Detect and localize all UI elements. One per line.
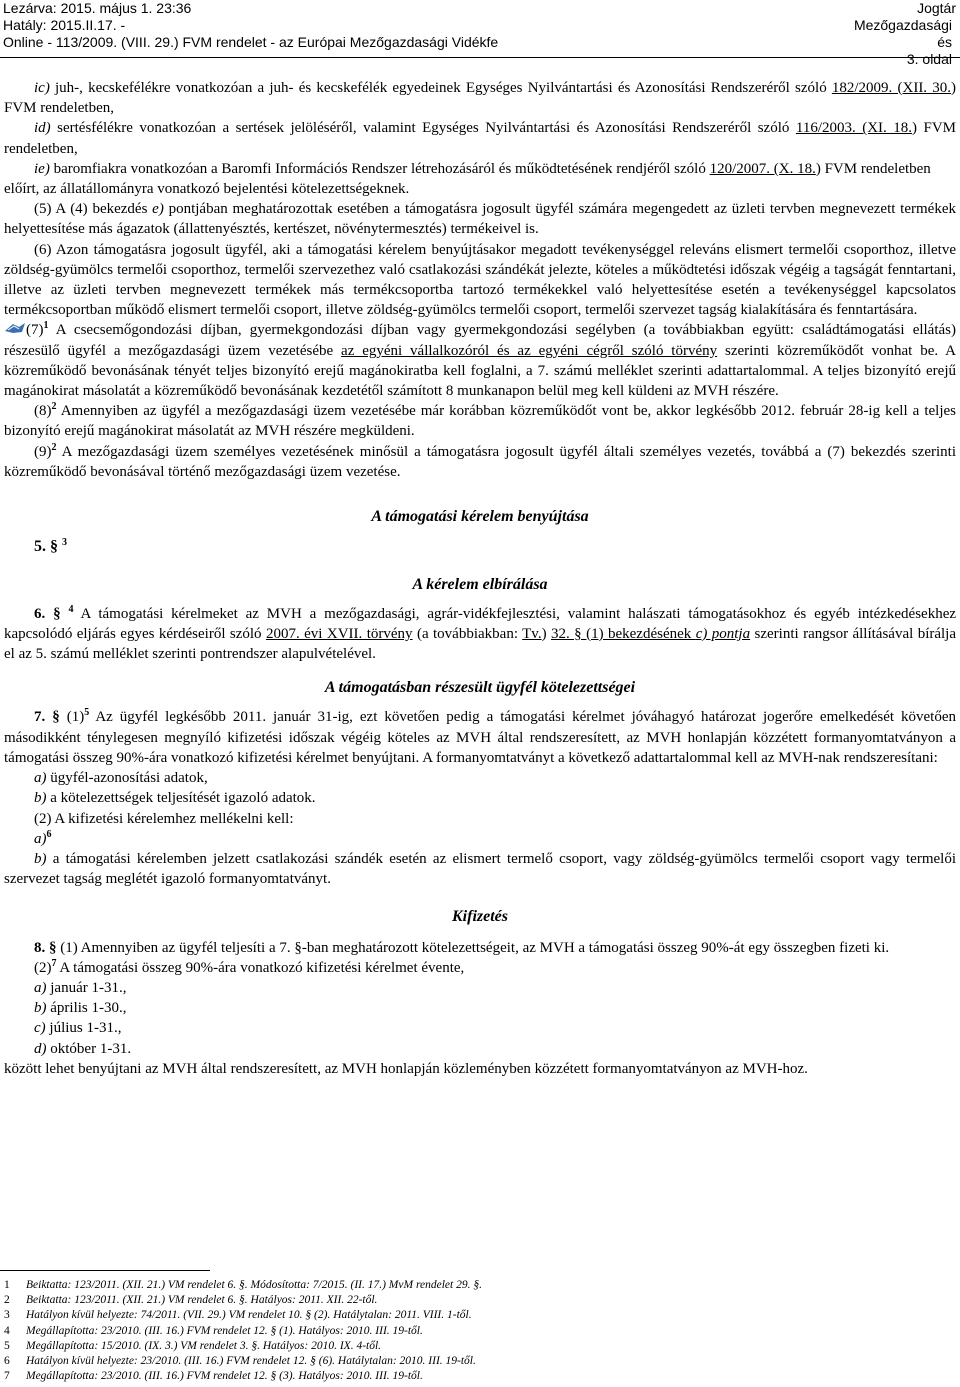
- paragraph-5: (5) A (4) bekezdés e) pontjában meghatározottak esetében a támogatásra jogosult ügyfél számára megengedett az üzleti tervben megnevezett termékek helyettesítése más ágazatok (állattenyésztés, kertészet, növénytermesztés) termékeivel is.: [4, 201, 956, 238]
- section-8: 8. § (1) Amennyiben az ügyfél teljesíti a 7. §-ban meghatározott kötelezettségeit, az MVH a támogatási összeg 90%-át egy összegben fizeti ki.: [34, 939, 890, 956]
- heading-evaluation: A kérelem elbírálása: [412, 576, 548, 594]
- closed-date: Lezárva: 2015. május 1. 23:36: [3, 0, 192, 16]
- link-sole-trader-act[interactable]: az egyéni vállalkozóról és az egyéni cégről szóló törvény: [341, 342, 718, 359]
- prescribed-obligations: előírt, az állatállományra vonatkozó bejelentési kötelezettségeknek.: [4, 181, 410, 198]
- page-number: 3. oldal: [906, 51, 952, 67]
- footnote-5: 5 Megállapította: 15/2010. (IX. 3.) VM rendelet 3. §. Hatályos: 2010. IX. 4-től.: [4, 1339, 382, 1352]
- link-182-2009[interactable]: 182/2009. (XII. 30.: [831, 80, 951, 96]
- footnote-ref-6[interactable]: 6: [46, 828, 52, 840]
- page-header: [0, 0, 960, 67]
- section-5: 5. § $^3$: [34, 537, 67, 556]
- brand-name: Jogtár: [917, 0, 956, 16]
- paragraph-6: (6) Azon támogatásra jogosult ügyfél, aki a támogatási kérelem benyújtásakor megadott tevékenységgel releváns elismert termelői csoporthoz, illetve zöldség-gyümölcs termelői csoporthoz, termelői szervezethez való csatlakozási szándékát jelezte, köteles a működtetési időszak végéig a tagságát fenntartani, illetve az üzleti tervben megnevezett termékek más termékcsoportba tartozó termékekkel való helyettesítése esetén a tevékenységgel kapcsolatos termékcsoportban működő elismert termelői csoport, illetve zöldség-gyümölcs termelői csoport, termelői szervezet tagság kialakítására és fenntartására.: [4, 241, 956, 319]
- footnote-ref-5[interactable]: 5: [84, 707, 90, 719]
- amendment-marker-icon[interactable]: [4, 320, 26, 332]
- footnote-1: 1 Beiktatta: 123/2011. (XII. 21.) VM rendelet 6. §. Módosította: 7/2015. (II. 17.) MvM rendelet 29. §.: [4, 1279, 482, 1291]
- item-ic: ic) juh-, kecskefélékre vonatkozóan a juh- és kecskefélék egyedeinek Egységes Nyilvántartási és Azonosítási Rendszeréről szóló 182/2009. (XII. 30.) FVM rendeletben,: [4, 80, 956, 117]
- footnote-ref-2b[interactable]: 2: [51, 441, 57, 453]
- footnote-ref-2[interactable]: 2: [51, 401, 57, 413]
- paragraph-7: $(7)^1$ A csecsemőgondozási díjban, gyermekgondozási díjban vagy gyermekgondozási segélyben (a továbbiakban együtt: családtámogatási ellátás) részesülő ügyfél a mezőgazdasági üzem vezetésébe az egyéni vállalkozóról és az egyéni cégről szóló törvény szerinti közreműködőt vonhat be. A közreműködő bevonásának tényét teljes bizonyító erejű magánokiratba kell foglalni, a 7. számú melléklet szerinti adattartalommal. A teljes bizonyító erejű magánokirat másolatát a közreműködő bevonásának kezdetétől számított 8 munkanapon belül meg kell küldeni az MVH részére.: [4, 320, 956, 400]
- link-32-1-c[interactable]: 32. § (1) bekezdésének c) pontja: [551, 625, 751, 642]
- submission-note: között lehet benyújtani az MVH által rendszeresített, az MVH honlapján közleményben közzétett formanyomtatványon az MVH-hoz.: [4, 1060, 808, 1077]
- footnote-ref-3[interactable]: 3: [62, 537, 67, 549]
- heading-submission: A támogatási kérelem benyújtása: [371, 508, 589, 526]
- section-7: 7. § $(1)^5$ Az ügyfél legkésőbb 2011. január 31-ig, ezt követően pedig a támogatási kérelmet jóváhagyó határozat jogerőre emelkedését követően másodikként ténylegesen megnyíló kifizetési időszak végéig köteles az MVH által rendszeresített, az MVH honlapján közzétett formanyomtatványon a támogatási összeg 90%-ára vonatkozó kifizetési kérelmet benyújtani. A formanyomtatványt a következő adattartalommal kell az MVH-nak rendszeresítani:: [4, 707, 957, 766]
- footnote-ref-1[interactable]: 1: [43, 320, 49, 332]
- header-rule: [0, 57, 960, 58]
- effective-date: Hatály: 2015.II.17. -: [3, 17, 126, 33]
- footnote-6: 6 Hatályon kívül helyezte: 23/2010. (III. 16.) FVM rendelet 12. § (6). Hatálytalan: 2010. III. 19-től.: [4, 1355, 476, 1368]
- item-id: id) sertésfélékre vonatkozóan a sertések jelöléséről, valamint Egységes Nyilvántartási és Azonosítási Rendszeréről szóló 116/2003. (XI. 18.) FVM rendeletben,: [4, 120, 956, 157]
- section-7-2: (2) A kifizetési kérelemhez mellékelni kell:: [34, 810, 294, 827]
- heading-obligations: A támogatásban részesült ügyfél kötelezettségei: [324, 679, 636, 697]
- footnote-3: 3 Hatályon kívül helyezte: 74/2011. (VII. 29.) VM rendelet 10. § (2). Hatálytalan: 2011. VIII. 1-től.: [4, 1309, 472, 1322]
- header-left: [3, 0, 498, 51]
- footnote-ref-7[interactable]: 7: [51, 957, 57, 969]
- link-116-2003[interactable]: 116/2003. (XI. 18.: [795, 120, 913, 137]
- paragraph-9: $(9)^2$ A mezőgazdasági üzem személyes vezetésének minősül a támogatásra jogosult ügyfél általi személyes vezetés, továbbá a (7) bekezdés szerinti közreműködő bevonásával történő mezőgazdasági üzem vezetése.: [4, 441, 956, 480]
- deadline-d: d) október 1-31.: [34, 1040, 132, 1057]
- footnote-7: 7 Megállapította: 23/2010. (III. 16.) FVM rendelet 12. § (3). Hatályos: 2010. III. 19-től.: [4, 1370, 423, 1383]
- heading-payment: Kifizetés: [452, 908, 508, 926]
- footnote-2: 2 Beiktatta: 123/2011. (XII. 21.) VM rendelet 6. §. Hatályos: 2011. XII. 22-től.: [4, 1294, 378, 1307]
- title-continuation: Mezőgazdasági és: [853, 17, 952, 50]
- footnotes: [4, 1278, 956, 1384]
- deadline-b: b) április 1-30.,: [34, 1000, 127, 1017]
- footnote-ref-4[interactable]: 4: [68, 603, 74, 615]
- item-7-a: a) ügyfél-azonosítási adatok,: [34, 770, 208, 787]
- footnote-4: 4 Megállapította: 23/2010. (III. 16.) FVM rendelet 12. § (1). Hatályos: 2010. III. 19-től.: [4, 1324, 423, 1337]
- section-8-2: $(2)^7$ A támogatási összeg 90%-ára vonatkozó kifizetési kérelmet évente,: [34, 957, 465, 976]
- paragraph-8: $(8)^2$ Amennyiben az ügyfél a mezőgazdasági üzem vezetésébe már korábban közreműködőt vont be, akkor legkésőbb 2012. február 28-ig kell a teljes bizonyító erejű magánokirat másolatát az MVH részére megküldeni.: [4, 401, 956, 440]
- link-120-2007[interactable]: 120/2007. (X. 18.: [709, 160, 816, 177]
- document-body: [4, 78, 956, 1079]
- item-7-2-b: b) a támogatási kérelemben jelzett csatlakozási szándék esetén az elismert termelő csoport, vagy zöldség-gyümölcs termelői csoport vagy termelői szervezet tagság meglétét igazoló formanyomtatványt.: [4, 850, 956, 888]
- footnote-rule: [0, 1270, 210, 1271]
- link-2007-xvii[interactable]: 2007. évi XVII. törvény: [265, 625, 413, 642]
- deadline-c: c) július 1-31.,: [34, 1020, 122, 1037]
- deadline-a: a) január 1-31.,: [34, 979, 127, 996]
- header-right: [917, 0, 956, 17]
- item-ie: ie) baromfiakra vonatkozóan a Baromfi Információs Rendszer létrehozásáról és működtetésének rendjéről szóló 120/2007. (X. 18.) FVM rendeletben: [34, 160, 931, 177]
- link-tv[interactable]: Tv.: [522, 625, 542, 642]
- item-7-2-a: a)$^6$: [34, 828, 52, 847]
- item-7-b: b) a kötelezettségek teljesítését igazoló adatok.: [34, 790, 316, 807]
- document-title: Online - 113/2009. (VIII. 29.) FVM rendelet - az Európai Mezőgazdasági Vidékfe: [3, 34, 499, 50]
- header-right-lines: [837, 17, 952, 68]
- section-6: 6. § $^4$ A támogatási kérelmeket az MVH a mezőgazdasági, agrár-vidékfejlesztési, valamint halászati támogatásokhoz és egyéb intézkedésekhez kapcsolódó eljárás egyes kérdéseiről szóló 2007. évi XVII. törvény (a továbbiakban: Tv.) 32. § (1) bekezdésének c) pontja szerinti rangsor állításával bírálja el az 5. számú melléklet szerinti pontrendszer alapulvételével.: [4, 603, 957, 663]
